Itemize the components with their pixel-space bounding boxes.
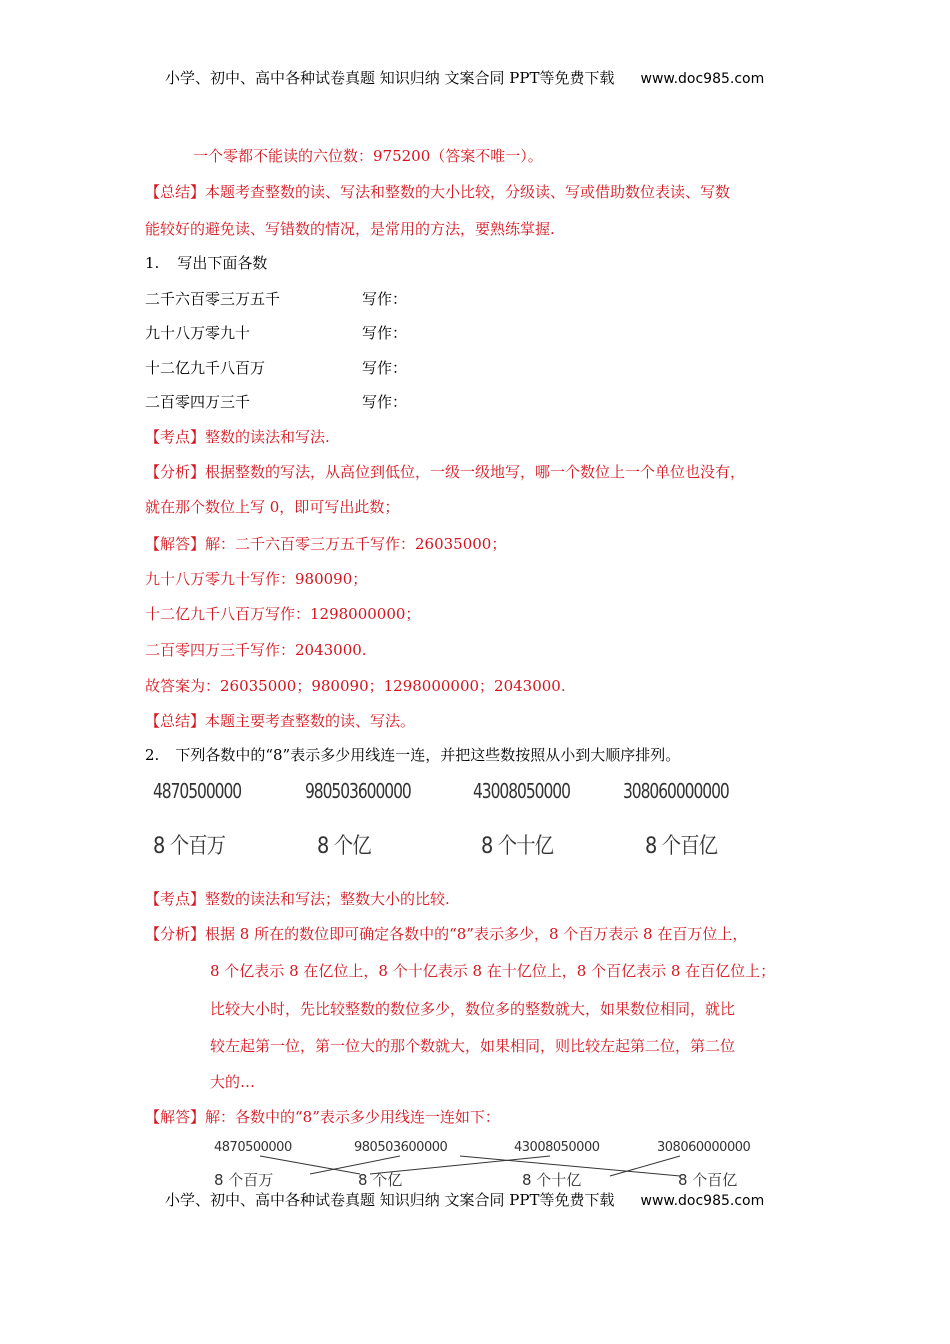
fenxi-2e: 大的… xyxy=(210,1073,256,1091)
answer-label-3: 8 个十亿 xyxy=(522,1171,582,1189)
q1-item-4-write: 写作： xyxy=(362,393,408,411)
q1-item-2 xyxy=(145,323,250,343)
kaodian-1: 【考点】整数的读法和写法. xyxy=(145,428,330,446)
q1-item-1-write: 写作： xyxy=(362,290,408,308)
figure-label-4: 8 个百亿 xyxy=(645,834,718,859)
fenxi-1b: 就在那个数位上写 0，即可写出此数； xyxy=(145,498,400,516)
answer-line: 一个零都不能读的六位数：975200（答案不唯一）。 xyxy=(193,147,543,165)
answer-label-2: 8 个亿 xyxy=(358,1171,403,1189)
q1-item-3 xyxy=(145,358,265,378)
fenxi-2d: 较左起第一位，第一位大的那个数就大，如果相同，则比较左起第二位，第二位 xyxy=(210,1037,736,1055)
summary-line-1 xyxy=(145,182,730,202)
q1-item-4 xyxy=(145,392,250,412)
figure-label-2: 8 个亿 xyxy=(317,834,371,859)
kaodian-2: 【考点】整数的读法和写法；整数大小的比较. xyxy=(145,890,450,908)
q1-item-text: 十二亿九千八百万 xyxy=(145,359,266,377)
summary-tag: 【总结】 xyxy=(145,183,206,201)
figure-number-4: 308060000000 xyxy=(623,779,729,803)
question-1 xyxy=(145,253,267,273)
answer-number-3: 43008050000 xyxy=(514,1140,600,1155)
answer-number-1: 4870500000 xyxy=(214,1140,292,1155)
fenxi-2a: 【分析】根据 8 所在的数位即可确定各数中的“8”表示多少，8 个百万表示 8 在百万位上， xyxy=(145,925,748,943)
fenxi-2b: 8 个亿表示 8 在亿位上，8 个十亿表示 8 在十亿位上，8 个百亿表示 8 在百亿位上； xyxy=(210,962,776,980)
figure-label-1: 8 个百万 xyxy=(153,834,226,859)
jieda-1a: 【解答】解：二千六百零三万五千写作：26035000； xyxy=(145,535,507,553)
summary-text: 本题考查整数的读、写法和整数的大小比较，分级读、写或借助数位表读、写数 xyxy=(205,183,731,201)
figure-number-1: 4870500000 xyxy=(153,779,242,803)
question-1-number: 1. xyxy=(145,254,160,272)
jieda-1b: 九十八万零九十写作：980090； xyxy=(145,570,368,588)
figure-number-2: 980503600000 xyxy=(305,779,411,803)
question-1-text: 写出下面各数 xyxy=(177,254,268,272)
jieda-1e: 故答案为：26035000；980090；1298000000；2043000. xyxy=(145,677,566,695)
jieda-1c: 十二亿九千八百万写作：1298000000； xyxy=(145,605,421,623)
question-2-text: 下列各数中的“8”表示多少用线连一连，并把这些数按照从小到大顺序排列。 xyxy=(175,746,681,764)
page-header xyxy=(165,68,764,89)
q1-item-3-write: 写作： xyxy=(362,359,408,377)
figure-label-3: 8 个十亿 xyxy=(481,834,554,859)
footer-text: 小学、初中、高中各种试卷真题 知识归纳 文案合同 PPT等免费下载 xyxy=(165,1191,615,1209)
matching-figure xyxy=(145,775,745,865)
page-footer xyxy=(165,1190,764,1211)
q1-item-text: 九十八万零九十 xyxy=(145,324,251,342)
answer-label-4: 8 个百亿 xyxy=(678,1171,738,1189)
q1-item-text: 二千六百零三万五千 xyxy=(145,290,281,308)
match-line-1 xyxy=(260,1156,360,1174)
jieda-1d: 二百零四万三千写作：2043000. xyxy=(145,641,367,659)
answer-matching-figure xyxy=(200,1138,780,1190)
zongjie-1: 【总结】本题主要考查整数的读、写法。 xyxy=(145,712,416,730)
jieda-2: 【解答】解：各数中的“8”表示多少用线连一连如下： xyxy=(145,1108,500,1126)
fenxi-2c: 比较大小时，先比较整数的数位多少，数位多的整数就大，如果数位相同，就比 xyxy=(210,1000,736,1018)
header-site: www.doc985.com xyxy=(640,71,765,87)
summary-line-2: 能较好的避免读、写错数的情况，是常用的方法，要熟练掌握. xyxy=(145,220,555,238)
question-2 xyxy=(145,745,680,765)
header-text: 小学、初中、高中各种试卷真题 知识归纳 文案合同 PPT等免费下载 xyxy=(165,69,615,87)
q1-item-text: 二百零四万三千 xyxy=(145,393,251,411)
footer-site: www.doc985.com xyxy=(640,1193,765,1209)
answer-label-1: 8 个百万 xyxy=(214,1171,274,1189)
figure-number-3: 43008050000 xyxy=(473,779,570,803)
q1-item-2-write: 写作： xyxy=(362,324,408,342)
fenxi-1a: 【分析】根据整数的写法，从高位到低位，一级一级地写，哪一个数位上一个单位也没有， xyxy=(145,463,746,481)
answer-number-4: 308060000000 xyxy=(657,1140,751,1155)
q1-item-1 xyxy=(145,289,280,309)
answer-number-2: 980503600000 xyxy=(354,1140,448,1155)
question-2-number: 2. xyxy=(145,746,160,764)
